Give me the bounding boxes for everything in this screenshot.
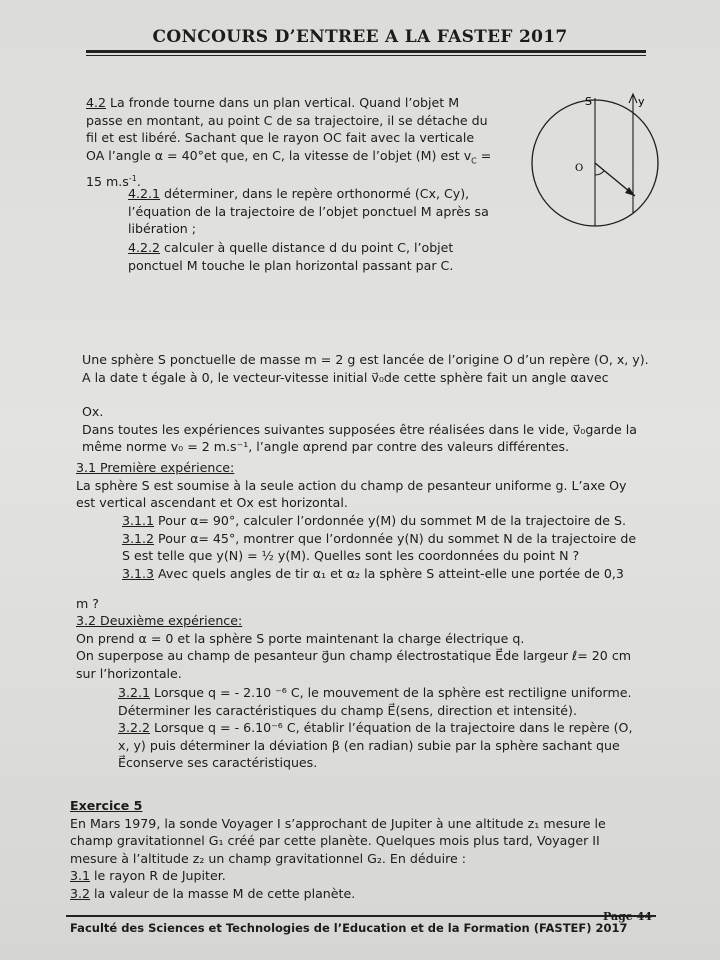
question-4-2-2 <box>128 239 453 274</box>
question-line: libération ; <box>128 221 197 236</box>
intro-line: même norme v₀ = 2 m.s⁻¹, l’angle αprend par contre des valeurs différentes. <box>82 439 570 454</box>
section-4-2-line-1 <box>86 94 478 112</box>
question-line: m ? <box>76 596 99 611</box>
experience-2 <box>76 612 631 682</box>
page-number: Page 44 <box>603 910 652 923</box>
label-y: y <box>638 95 645 108</box>
question-number: 3.2.2 <box>118 720 151 735</box>
question-line: S est telle que y(N) = ½ y(M). Quelles sont les coordonnées du point N ? <box>122 548 580 563</box>
question-number: 3.1.3 <box>122 565 155 581</box>
label-s: S <box>585 95 592 108</box>
question-line <box>118 719 632 737</box>
experience-line: est vertical ascendant et Ox est horizontal. <box>76 495 348 510</box>
question-line <box>128 239 453 257</box>
question-line: x, y) puis déterminer la déviation β (en radian) subie par la sphère sachant que <box>118 737 620 753</box>
question-line: Déterminer les caractéristiques du champ E⃗(sens, direction et intensité). <box>118 702 577 718</box>
text: 15 m.s <box>86 173 129 189</box>
text: Avec quels angles de tir α₁ et α₂ la sphère S atteint-elle une portée de 0,3 <box>154 565 624 581</box>
question-number: 3.2.1 <box>118 685 151 700</box>
text: la valeur de la masse M de cette planète. <box>90 885 356 901</box>
intro-line: Dans toutes les expériences suivantes supposées être réalisées dans le vide, v⃗₀garde la <box>82 421 637 437</box>
question-line: ponctuel M touche le plan horizontal passant par C. <box>128 257 454 273</box>
question-3-1-3-end <box>76 595 99 613</box>
question-line <box>128 185 489 203</box>
text: Lorsque q = - 6.10⁻⁶ C, établir l’équation de la trajectoire dans le repère (O, <box>150 720 633 735</box>
header-rule-thin <box>86 55 646 56</box>
text: Pour α= 45°, montrer que l’ordonnée y(N) du sommet N de la trajectoire de <box>154 530 637 546</box>
text: Pour α= 90°, calculer l’ordonnée y(M) du sommet M de la trajectoire de S. <box>154 513 627 528</box>
sling-figure <box>525 83 675 233</box>
section-4-2 <box>86 94 492 190</box>
text: Lorsque q = - 2.10 ⁻⁶ C, le mouvement de la sphère est rectiligne uniforme. <box>150 685 632 700</box>
text: le rayon R de Jupiter. <box>90 868 226 883</box>
text: calculer à quelle distance d du point C, l’objet <box>160 240 454 255</box>
experience-line: La sphère S est soumise à la seule action du champ de pesanteur uniforme g. L’axe Oy <box>76 477 627 493</box>
intro-line: Ox. <box>82 404 104 419</box>
question-number: 4.2.2 <box>128 240 161 255</box>
intro-line: A la date t égale à 0, le vecteur-vitesse initial v⃗₀de cette sphère fait un angle αavec <box>82 369 609 385</box>
section-4-2-line-2: passe en montant, au point C de sa trajectoire, il se détache du <box>86 112 488 128</box>
experience-2-title: 3.2 Deuxième expérience: <box>76 613 243 628</box>
question-3-1-1 <box>122 512 636 582</box>
question-3-2-1 <box>118 684 632 772</box>
header-rule-thick <box>86 50 646 53</box>
experience-line: On superpose au champ de pesanteur g⃗un champ électrostatique E⃗de largeur ℓ= 20 cm <box>76 648 632 663</box>
text: . <box>136 173 141 189</box>
exercise-5 <box>70 797 606 902</box>
intro-line: Une sphère S ponctuelle de masse m = 2 g est lancée de l’origine O d’un repère (O, x, y). <box>82 352 649 367</box>
exercise-line <box>70 885 606 903</box>
section-4-2-number: 4.2 <box>86 95 107 110</box>
label-o: O <box>575 163 584 174</box>
question-line <box>118 684 632 702</box>
question-4-2-1 <box>128 185 489 238</box>
section-4-2-line-3: fil et est libéré. Sachant que le rayon OC fait avec la verticale <box>86 130 475 145</box>
exercise-line: En Mars 1979, la sonde Voyager I s’approchant de Jupiter à une altitude z₁ mesure le <box>70 815 606 831</box>
question-number: 3.2 <box>70 885 91 901</box>
text: OA l’angle α = 40°et que, en C, la vitesse de l’objet (M) est v <box>86 147 472 163</box>
question-line <box>122 565 636 583</box>
question-number: 4.2.1 <box>128 186 161 201</box>
exercise-5-title: Exercice 5 <box>70 798 143 813</box>
experience-line: On prend α = 0 et la sphère S porte maintenant la charge électrique q. <box>76 630 525 646</box>
superscript: -1 <box>128 173 137 183</box>
experience-line: sur l’horizontale. <box>76 665 182 681</box>
question-number: 3.1.2 <box>122 530 155 546</box>
question-number: 3.1.1 <box>122 513 155 528</box>
text: = <box>476 147 492 163</box>
page-title: CONCOURS D’ENTREE A LA FASTEF 2017 <box>152 27 568 47</box>
exercise-line <box>70 867 606 885</box>
subscript: C <box>471 156 477 166</box>
section-4-2-line-4 <box>86 147 492 170</box>
exercise-line: champ gravitationnel G₁ créé par cette planète. Quelques mois plus tard, Voyager II <box>70 833 600 848</box>
page-footer: Faculté des Sciences et Technologies de l’Education et de la Formation (FASTEF) 2017 <box>70 921 628 935</box>
text: déterminer, dans le repère orthonormé (Cx, Cy), <box>160 186 470 201</box>
question-line: E⃗conserve ses caractéristiques. <box>118 755 318 770</box>
question-line: l’équation de la trajectoire de l’objet ponctuel M après sa <box>128 203 489 219</box>
exercise-line: mesure à l’altitude z₂ un champ gravitationnel G₂. En déduire : <box>70 850 466 866</box>
question-line <box>122 512 636 530</box>
footer-rule <box>66 915 656 917</box>
experience-1-title: 3.1 Première expérience: <box>76 460 235 475</box>
angle-alpha-arc <box>595 171 604 175</box>
intro-paragraph <box>82 351 649 456</box>
text: La fronde tourne dans un plan vertical. Quand l’objet M <box>106 95 460 110</box>
experience-1 <box>76 459 626 512</box>
question-number: 3.1 <box>70 868 91 883</box>
question-line <box>122 530 636 548</box>
